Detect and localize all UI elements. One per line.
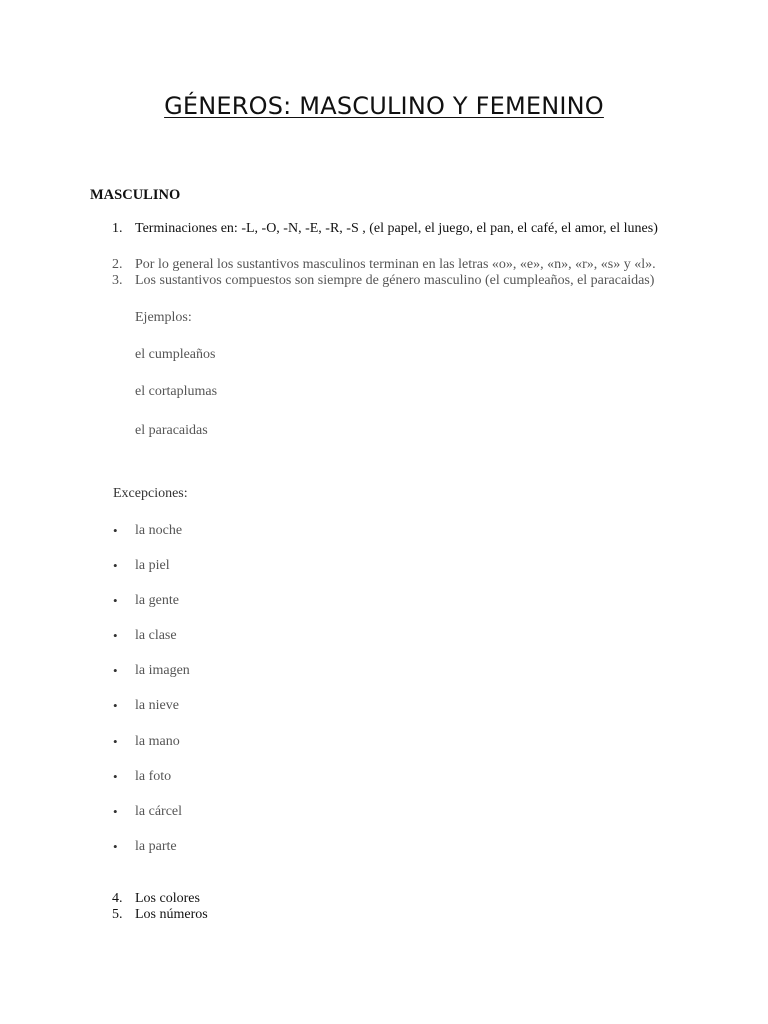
exception-text: la piel (135, 558, 170, 573)
rule-text: Terminaciones en: -L, -O, -N, -E, -R, -S , (el papel, el juego, el pan, el café, el amor, el lunes) (135, 221, 658, 236)
rule-text: Los números (135, 907, 208, 922)
exception-text: la gente (135, 593, 179, 608)
bullet-icon: • (113, 769, 118, 784)
exception-text: la mano (135, 734, 180, 749)
example-item: el paracaidas (135, 423, 208, 438)
bullet-icon: • (113, 523, 118, 538)
bullet-icon: • (113, 558, 118, 573)
exception-text: la imagen (135, 663, 190, 678)
document-title: GÉNEROS: MASCULINO Y FEMENINO (164, 92, 604, 120)
exception-text: la nieve (135, 698, 179, 713)
rule-text: Por lo general los sustantivos masculinos terminan en las letras «o», «e», «n», «r», «s» y «l». (135, 257, 656, 272)
rule-text: Los sustantivos compuestos son siempre de género masculino (el cumpleaños, el paracaidas) (135, 273, 655, 288)
bullet-icon: • (113, 593, 118, 608)
bullet-icon: • (113, 839, 118, 854)
rule-number: 2. (112, 257, 123, 272)
rule-number: 3. (112, 273, 123, 288)
bullet-icon: • (113, 804, 118, 819)
examples-label: Ejemplos: (135, 310, 192, 325)
exception-text: la parte (135, 839, 177, 854)
exception-text: la noche (135, 523, 183, 538)
rule-number: 1. (112, 221, 123, 236)
rule-number: 4. (112, 891, 123, 906)
exceptions-label: Excepciones: (113, 486, 188, 501)
bullet-icon: • (113, 663, 118, 678)
rule-text: Los colores (135, 891, 200, 906)
exception-text: la clase (135, 628, 177, 643)
example-item: el cortaplumas (135, 384, 218, 399)
exception-text: la foto (135, 769, 172, 784)
bullet-icon: • (113, 734, 118, 749)
bullet-icon: • (113, 628, 118, 643)
rule-number: 5. (112, 907, 123, 922)
section-heading-masculino: MASCULINO (90, 187, 181, 203)
bullet-icon: • (113, 698, 118, 713)
exception-text: la cárcel (135, 804, 183, 819)
example-item: el cumpleaños (135, 347, 216, 362)
